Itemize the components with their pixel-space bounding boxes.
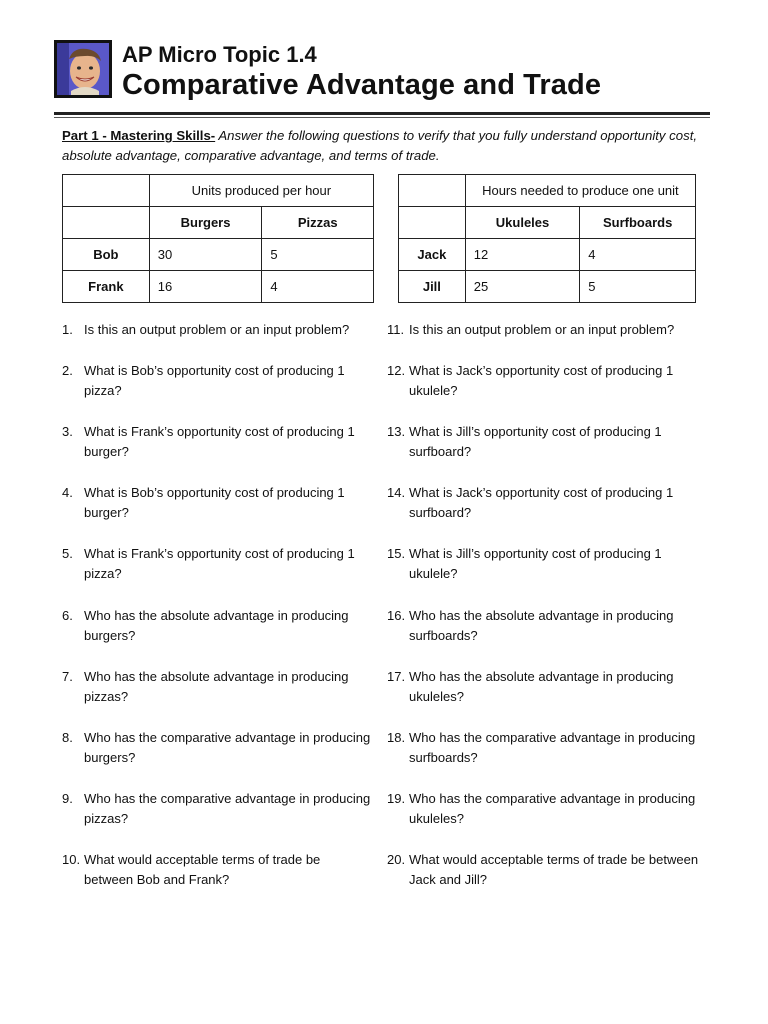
person-icon (57, 43, 109, 95)
question-item (62, 483, 372, 523)
question-number: 15. (387, 546, 406, 561)
question-item (387, 789, 702, 829)
question-item (387, 422, 702, 462)
table-row (63, 271, 374, 303)
question-item (62, 361, 372, 401)
question-text: Who has the comparative advantage in producing ukuleles? (409, 791, 696, 826)
question-number: 11. (387, 322, 405, 337)
question-text: What is Bob’s opportunity cost of producing 1 burger? (84, 485, 345, 520)
question-item (62, 728, 372, 768)
question-text: Who has the absolute advantage in producing ukuleles? (409, 669, 674, 704)
question-number: 5. (62, 546, 73, 561)
row-header: Frank (63, 271, 150, 303)
header-divider-thick (54, 112, 710, 115)
question-item (387, 606, 702, 646)
table-corner-cell (63, 175, 150, 207)
question-text: What is Bob’s opportunity cost of producing 1 pizza? (84, 363, 345, 398)
table-row (63, 239, 374, 271)
table-cell: 4 (262, 271, 374, 303)
question-text: Who has the absolute advantage in producing pizzas? (84, 669, 349, 704)
question-number: 1. (62, 322, 73, 337)
column-header: Burgers (149, 207, 262, 239)
question-item (387, 544, 702, 584)
table-span-header: Units produced per hour (149, 175, 373, 207)
question-text: Is this an output problem or an input problem? (84, 322, 350, 337)
question-number: 8. (62, 730, 73, 745)
table-cell: 30 (149, 239, 262, 271)
question-text: Who has the comparative advantage in producing surfboards? (409, 730, 696, 765)
table-cell: 16 (149, 271, 262, 303)
question-text: What would acceptable terms of trade be between Jack and Jill? (409, 852, 699, 887)
question-item (62, 320, 372, 340)
question-text: Who has the absolute advantage in producing burgers? (84, 608, 349, 643)
question-number: 10. (62, 852, 81, 867)
avatar (54, 40, 112, 98)
table-row (399, 271, 696, 303)
question-text: What is Jill’s opportunity cost of producing 1 ukulele? (409, 546, 662, 581)
question-number: 12. (387, 363, 406, 378)
question-item (387, 320, 702, 340)
question-text: Who has the comparative advantage in producing pizzas? (84, 791, 371, 826)
question-item (62, 422, 372, 462)
topic-subtitle: AP Micro Topic 1.4 (122, 42, 317, 67)
question-item (387, 483, 702, 523)
question-number: 13. (387, 424, 406, 439)
row-header: Jack (399, 239, 466, 271)
question-number: 3. (62, 424, 73, 439)
table-row (399, 175, 696, 207)
table-cell: 4 (580, 239, 696, 271)
question-text: Who has the absolute advantage in producing surfboards? (409, 608, 674, 643)
question-number: 6. (62, 608, 73, 623)
column-header: Pizzas (262, 207, 374, 239)
question-number: 18. (387, 730, 406, 745)
table-row (399, 239, 696, 271)
table-span-header: Hours needed to produce one unit (465, 175, 695, 207)
table-corner-cell (399, 175, 466, 207)
table-row (63, 175, 374, 207)
question-item (62, 606, 372, 646)
column-header: Ukuleles (465, 207, 580, 239)
table-cell: 5 (262, 239, 374, 271)
question-number: 19. (387, 791, 406, 806)
question-number: 2. (62, 363, 73, 378)
page-title: Comparative Advantage and Trade (122, 69, 602, 101)
question-text: What is Jill’s opportunity cost of producing 1 surfboard? (409, 424, 662, 459)
question-item (62, 544, 372, 584)
question-item (387, 361, 702, 401)
header-divider-thin (54, 117, 710, 118)
question-text: What is Jack’s opportunity cost of producing 1 ukulele? (409, 363, 674, 398)
question-item (387, 728, 702, 768)
question-text: Who has the comparative advantage in producing burgers? (84, 730, 371, 765)
table-corner-cell (399, 207, 466, 239)
question-item (62, 789, 372, 829)
question-number: 9. (62, 791, 73, 806)
table-cell: 12 (465, 239, 580, 271)
row-header: Jill (399, 271, 466, 303)
question-text: Is this an output problem or an input problem? (409, 322, 675, 337)
question-number: 17. (387, 669, 406, 684)
instructions-text: Answer the following questions to verify that you fully understand opportunity cost, absolute advantage, comparative advantage, and terms of trade. (62, 128, 698, 163)
question-text: What is Frank’s opportunity cost of producing 1 burger? (84, 424, 355, 459)
intro-paragraph (62, 126, 710, 166)
part-label: Part 1 - Mastering Skills- (62, 128, 216, 143)
question-item (387, 850, 702, 890)
question-number: 7. (62, 669, 73, 684)
table-corner-cell (63, 207, 150, 239)
question-number: 4. (62, 485, 73, 500)
table-row (399, 207, 696, 239)
table-cell: 25 (465, 271, 580, 303)
page-header (54, 40, 714, 116)
question-item (62, 850, 372, 890)
question-text: What is Frank’s opportunity cost of producing 1 pizza? (84, 546, 355, 581)
production-table-right (398, 174, 696, 303)
question-item (62, 667, 372, 707)
question-number: 20. (387, 852, 406, 867)
question-number: 14. (387, 485, 406, 500)
question-item (387, 667, 702, 707)
avatar-photo (57, 43, 109, 95)
question-number: 16. (387, 608, 406, 623)
production-table-left (62, 174, 374, 303)
column-header: Surfboards (580, 207, 696, 239)
row-header: Bob (63, 239, 150, 271)
question-text: What is Jack’s opportunity cost of producing 1 surfboard? (409, 485, 674, 520)
table-cell: 5 (580, 271, 696, 303)
table-row (63, 207, 374, 239)
question-text: What would acceptable terms of trade be between Bob and Frank? (84, 852, 321, 887)
